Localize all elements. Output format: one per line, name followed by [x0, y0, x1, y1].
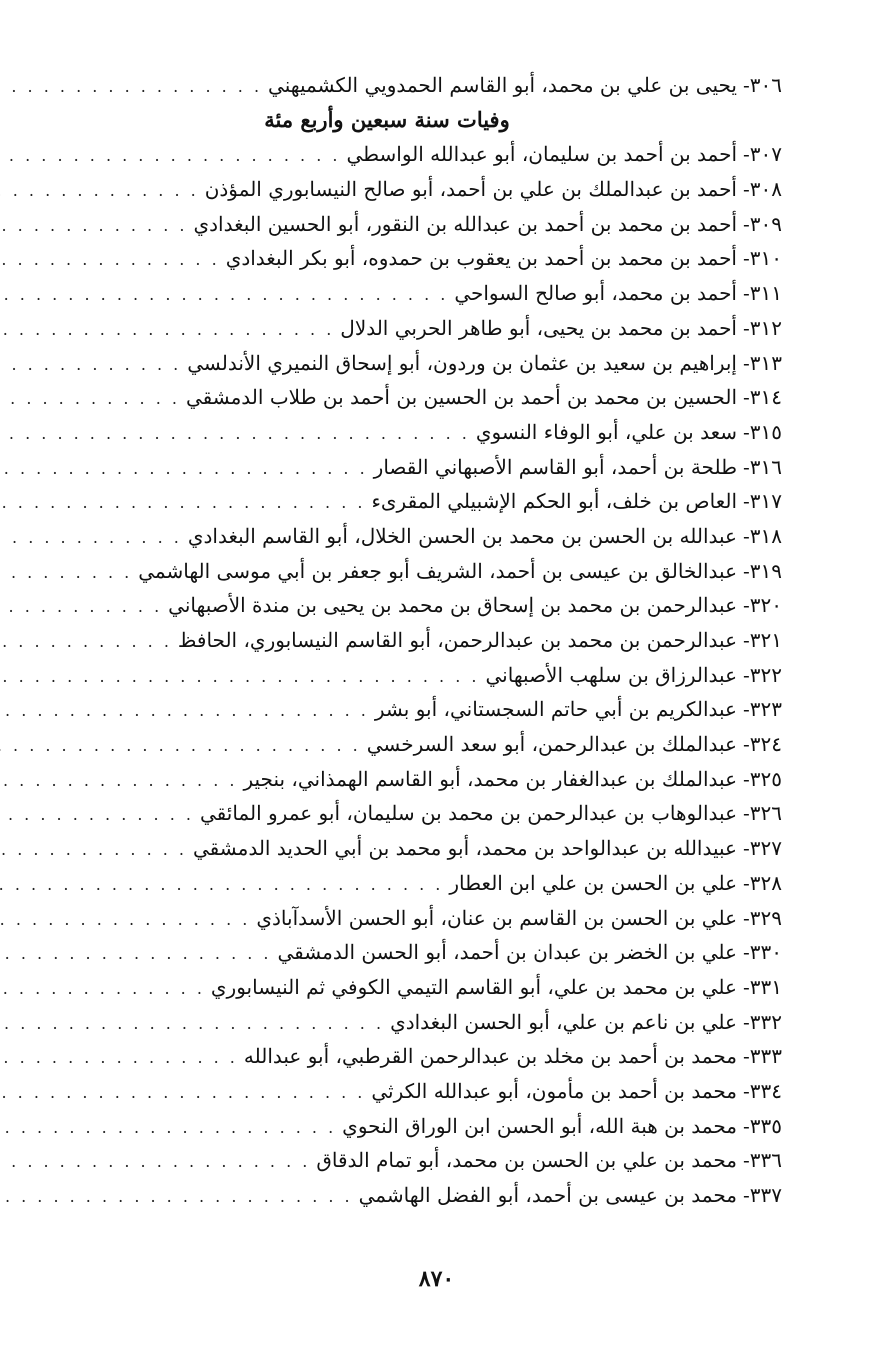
leader-dots [0, 209, 187, 244]
entry-name: أحمد بن أحمد بن سليمان، أبو عبدالله الواسطي [346, 142, 737, 167]
entry-number: ٣٢٢- [743, 662, 782, 687]
entry-number: ٣٢٨- [743, 870, 782, 895]
entry-name: يحيى بن علي بن محمد، أبو القاسم الحمدويي الكشميهني [268, 73, 737, 97]
index-entry [32, 762, 782, 797]
leader-dots [0, 556, 132, 591]
entry-number: ٣١٨- [743, 523, 782, 548]
leader-dots [0, 1076, 365, 1111]
leader-dots [0, 590, 162, 625]
entry-name: عبيدالله بن عبدالواحد بن محمد، أبو محمد بن أبي الحديد الدمشقي [193, 836, 737, 861]
index-entry [32, 658, 782, 693]
entry-name: عبدالوهاب بن عبدالرحمن بن محمد بن سليمان، أبو عمرو المائقي [199, 801, 737, 826]
leader-dots [0, 139, 340, 174]
index-entry [32, 1178, 782, 1213]
entry-number: ٣١٢- [743, 315, 782, 340]
leader-dots [0, 243, 220, 278]
index-entry [32, 172, 782, 207]
entry-number: ٣٣٢- [743, 1009, 782, 1034]
leader-dots [0, 417, 470, 452]
entry-name: إبراهيم بن سعيد بن عثمان بن وردون، أبو إسحاق النميري الأندلسي [187, 350, 737, 375]
entry-number: ٣٠٨- [743, 177, 782, 202]
leader-dots [0, 1180, 353, 1215]
entry-name: عبدالرزاق بن سلهب الأصبهاني [485, 662, 737, 687]
entry-number: ٣٣٥- [743, 1113, 782, 1138]
leader-dots [0, 521, 182, 556]
entry-name: عبدالله بن الحسن بن محمد بن الحسن الخلال، أبو القاسم البغدادي [187, 523, 737, 548]
index-entry [32, 68, 782, 103]
entry-number: ٣١٤- [743, 385, 782, 410]
entry-number: ٣٢٤- [743, 732, 782, 757]
index-entry [32, 554, 782, 589]
entry-number: ٣١٠- [743, 246, 782, 271]
leader-dots [0, 486, 365, 521]
index-entry [32, 346, 782, 381]
index-entry [32, 727, 782, 762]
index-entry [32, 692, 782, 727]
entry-list [32, 137, 782, 1212]
leader-dots [0, 729, 361, 764]
entry-name: عبدالملك بن عبدالغفار بن محمد، أبو القاسم الهمذاني، بنجير [243, 766, 737, 791]
leader-dots [0, 348, 181, 383]
section-heading: وفيات سنة سبعين وأربع مئة [264, 106, 510, 132]
index-entry [32, 866, 782, 901]
leader-dots [0, 452, 368, 487]
index-entry [32, 241, 782, 276]
entry-name: طلحة بن أحمد، أبو القاسم الأصبهاني القصار [373, 454, 737, 479]
index-entry [32, 276, 782, 311]
entry-number: ٣١٧- [743, 489, 782, 514]
entry-number: ٣٣٧- [743, 1183, 782, 1207]
entry-number: ٣٢٥- [743, 766, 782, 791]
leader-dots [0, 868, 443, 903]
entry-name: محمد بن علي بن الحسن بن محمد، أبو تمام الدقاق [316, 1148, 737, 1173]
entry-number: ٣٢٧- [743, 836, 782, 861]
entry-name: محمد بن أحمد بن مخلد بن عبدالرحمن القرطبي، أبو عبدالله [243, 1044, 737, 1069]
entry-number: ٣١٣- [743, 350, 782, 375]
index-entry [32, 831, 782, 866]
index-entry [32, 588, 782, 623]
index-entry [32, 137, 782, 172]
leader-dots [0, 937, 272, 972]
entry-name: عبدالملك بن عبدالرحمن، أبو سعد السرخسي [366, 732, 737, 757]
leader-dots [0, 1007, 384, 1042]
entry-name: عبدالكريم بن أبي حاتم السجستاني، أبو بشر [374, 697, 737, 722]
entry-number: ٣٢٠- [743, 593, 782, 618]
entry-name: علي بن الحسن بن علي ابن العطار [449, 870, 737, 895]
entry-name: محمد بن أحمد بن مأمون، أبو عبدالله الكرثي [371, 1078, 737, 1103]
index-entry [32, 1109, 782, 1144]
index-entry [32, 450, 782, 485]
index-entry [32, 901, 782, 936]
entry-number: ٣٣٠- [743, 940, 782, 965]
index-entry [32, 970, 782, 1005]
entry-number: ٣١١- [743, 281, 782, 306]
entry-name: علي بن الخضر بن عبدان بن أحمد، أبو الحسن الدمشقي [277, 940, 737, 965]
index-entry [32, 311, 782, 346]
entry-number: ٣١٦- [743, 454, 782, 479]
index-entry [32, 207, 782, 242]
entry-number: ٣١٥- [743, 419, 782, 444]
entry-number: ٣٢١- [743, 628, 782, 652]
leader-dots [0, 382, 180, 417]
entry-number: ٣٢٩- [743, 905, 782, 930]
entry-number: ٣٣٣- [743, 1044, 782, 1069]
entry-name: سعد بن علي، أبو الوفاء النسوي [475, 419, 737, 444]
leader-dots [0, 833, 187, 868]
entry-name: عبدالرحمن بن محمد بن عبدالرحمن، أبو القاسم النيسابوري، الحافظ [177, 628, 737, 652]
entry-number: ٣٠٩- [743, 211, 782, 236]
entry-number: ٣٣٤- [743, 1078, 782, 1103]
leader-dots [0, 278, 448, 313]
entry-name: علي بن ناعم بن علي، أبو الحسن البغدادي [390, 1009, 737, 1034]
entry-name: أحمد بن محمد، أبو صالح السواحي [454, 281, 737, 306]
index-entry [32, 1074, 782, 1109]
page-number: ٨٧٠ [418, 1266, 455, 1292]
index-entry [32, 796, 782, 831]
entry-name: أحمد بن عبدالملك بن علي بن أحمد، أبو صالح النيسابوري المؤذن [204, 177, 737, 202]
index-entry [32, 1143, 782, 1178]
index-entry [32, 623, 782, 658]
index-entry [32, 380, 782, 415]
entry-name: علي بن محمد بن علي، أبو القاسم التيمي الكوفي ثم النيسابوري [210, 974, 737, 999]
leader-dots [0, 1111, 336, 1146]
entry-name: علي بن الحسن بن القاسم بن عنان، أبو الحسن الأسدآباذي [256, 905, 737, 930]
index-entry [32, 1039, 782, 1074]
entry-name: محمد بن هبة الله، أبو الحسن ابن الوراق النحوي [342, 1113, 737, 1138]
leader-dots [0, 174, 199, 209]
entry-number: ٣٠٦- [743, 73, 782, 97]
leader-dots [0, 764, 237, 799]
entry-name: عبدالرحمن بن محمد بن إسحاق بن محمد بن يحيى بن مندة الأصبهاني [168, 593, 737, 618]
index-entry [32, 935, 782, 970]
leader-dots [0, 313, 334, 348]
entry-name: أحمد بن محمد بن يحيى، أبو طاهر الحربي الدلال [340, 315, 737, 340]
leader-dots [0, 625, 172, 660]
leader-dots [0, 972, 205, 1007]
leader-dots [0, 903, 250, 938]
leader-dots [0, 660, 479, 695]
entry-number: ٣١٩- [743, 558, 782, 583]
entry-number: ٣٢٣- [743, 697, 782, 722]
index-entry [32, 519, 782, 554]
leader-dots [0, 70, 262, 105]
leader-dots [0, 1041, 238, 1076]
leader-dots [0, 694, 369, 729]
entry-name: العاص بن خلف، أبو الحكم الإشبيلي المقرىء [371, 489, 737, 514]
entry-name: الحسين بن محمد بن أحمد بن الحسين بن أحمد بن طلاب الدمشقي [185, 385, 737, 410]
entry-number: ٣٠٧- [743, 142, 782, 167]
index-entry [32, 484, 782, 519]
entry-number: ٣٢٦- [743, 801, 782, 826]
entry-name: أحمد بن محمد بن أحمد بن يعقوب بن حمدوه، أبو بكر البغدادي [225, 246, 737, 271]
entry-name: أحمد بن محمد بن أحمد بن عبدالله بن النقور، أبو الحسين البغدادي [193, 211, 737, 236]
index-entry [32, 415, 782, 450]
entry-name: عبدالخالق بن عيسى بن أحمد، الشريف أبو جعفر بن أبي موسى الهاشمي [138, 558, 737, 583]
leader-dots [0, 798, 194, 833]
index-entry [32, 1005, 782, 1040]
leader-dots [0, 1145, 310, 1180]
entry-number: ٣٣١- [743, 974, 782, 999]
entry-number: ٣٣٦- [743, 1148, 782, 1173]
entry-name: محمد بن عيسى بن أحمد، أبو الفضل الهاشمي [358, 1183, 737, 1207]
index-page [32, 68, 782, 1213]
